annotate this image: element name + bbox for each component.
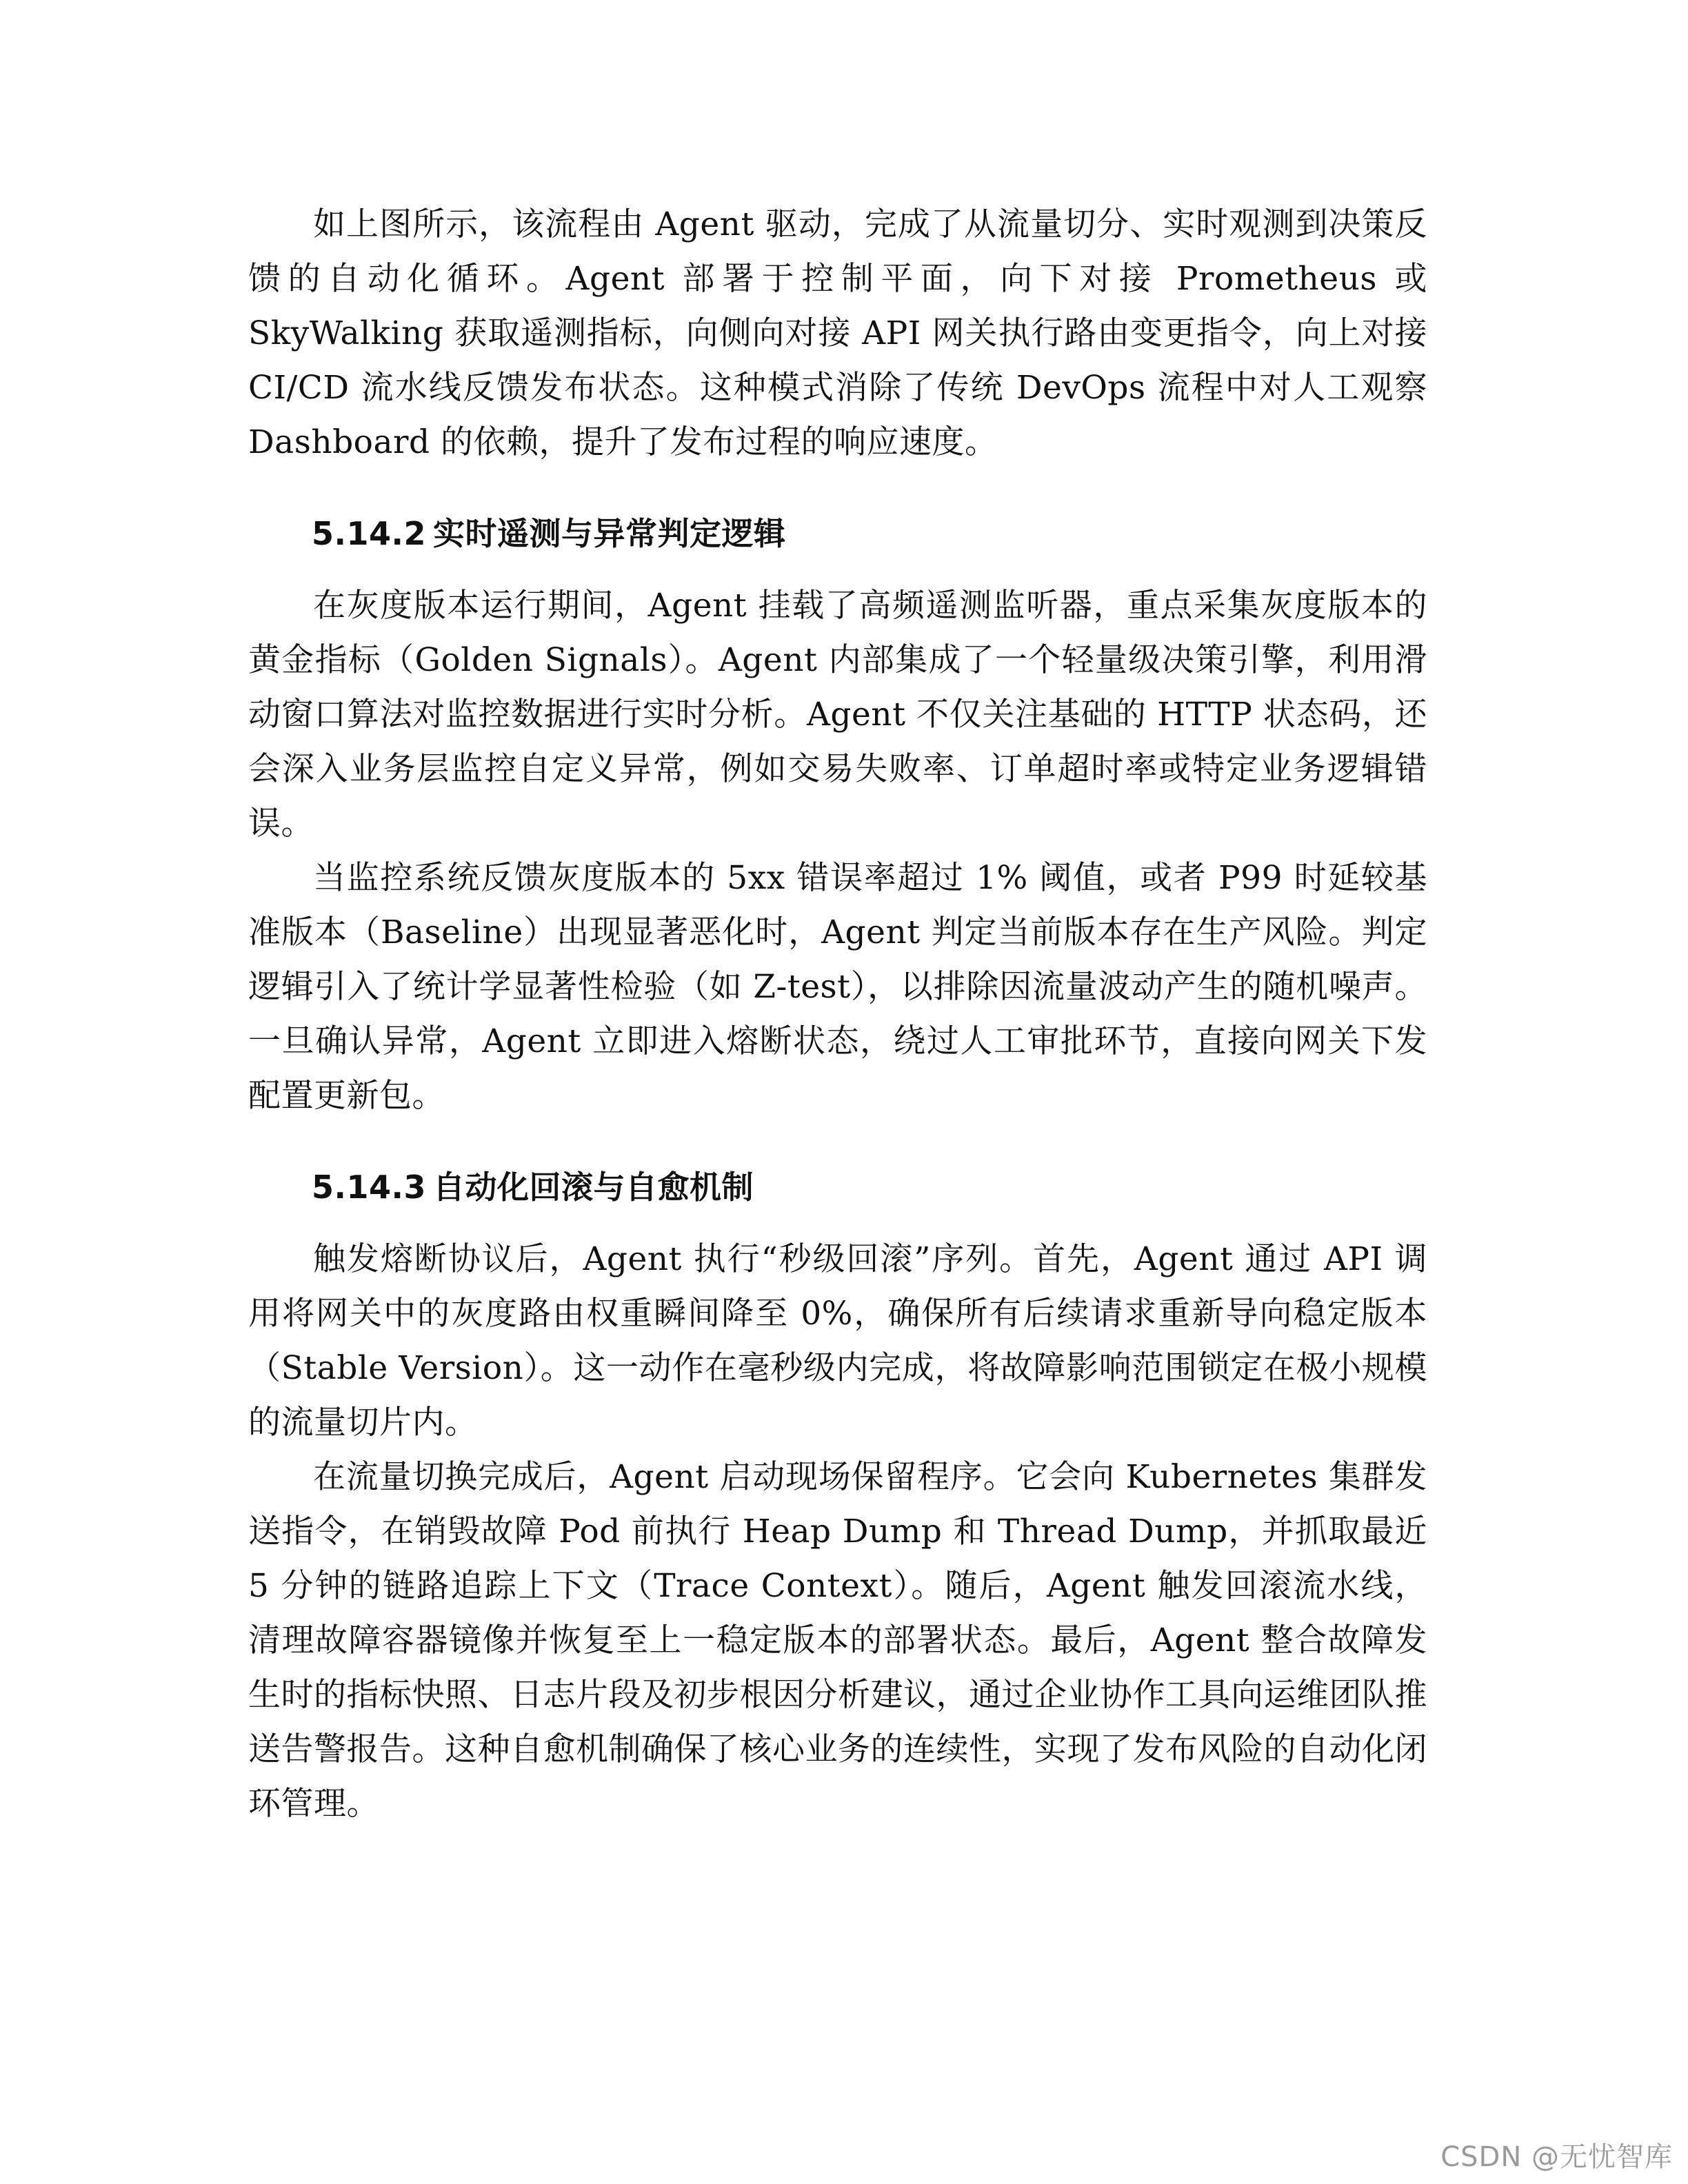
intro-paragraph: 如上图所示，该流程由 Agent 驱动，完成了从流量切分、实时观测到决策反馈的自动化循环。Agent 部署于控制平面，向下对接 Prometheus 或 SkyWalking 获取遥测指标，向侧向对接 API 网关执行路由变更指令，向上对接 CI/CD 流水线反馈发布状态。这种模式消除了传统 DevOps 流程中对人工观察 Dashboard 的依赖，提升了发布过程的响应速度。 (248, 205, 1427, 461)
section-title: 自动化回滚与自愈机制 (432, 1169, 754, 1206)
section-5-14-2-paragraph-1: 在灰度版本运行期间，Agent 挂载了高频遥测监听器，重点采集灰度版本的黄金指标（Golden Signals）。Agent 内部集成了一个轻量级决策引擎，利用滑动窗口算法对监控数据进行实时分析。Agent 不仅关注基础的 HTTP 状态码，还会深入业务层监控自定义异常，例如交易失败率、订单超时率或特定业务逻辑错误。 (248, 587, 1427, 842)
section-number: 5.14.3 (312, 1169, 426, 1206)
watermark: CSDN @无忧智库 (1440, 2141, 1673, 2173)
section-5-14-2-paragraph-2: 当监控系统反馈灰度版本的 5xx 错误率超过 1% 阈值，或者 P99 时延较基准版本（Baseline）出现显著恶化时，Agent 判定当前版本存在生产风险。判定逻辑引入了统计学显著性检验（如 Z-test），以排除因流量波动产生的随机噪声。一旦确认异常，Agent 立即进入熔断状态，绕过人工审批环节，直接向网关下发配置更新包。 (248, 859, 1427, 1115)
document-body (248, 197, 1427, 1831)
section-title: 实时遥测与异常判定逻辑 (432, 515, 786, 552)
section-5-14-3-paragraph-2: 在流量切换完成后，Agent 启动现场保留程序。它会向 Kubernetes 集群发送指令，在销毁故障 Pod 前执行 Heap Dump 和 Thread Dump，并抓取最近 5 分钟的链路追踪上下文（Trace Context）。随后，Agent 触发回滚流水线，清理故障容器镜像并恢复至上一稳定版本的部署状态。最后，Agent 整合故障发生时的指标快照、日志片段及初步根因分析建议，通过企业协作工具向运维团队推送告警报告。这种自愈机制确保了核心业务的连续性，实现了发布风险的自动化闭环管理。 (248, 1458, 1427, 1823)
section-heading-5-14-2 (248, 507, 1427, 560)
section-5-14-3-paragraph-1: 触发熔断协议后，Agent 执行“秒级回滚”序列。首先，Agent 通过 API 调用将网关中的灰度路由权重瞬间降至 0%，确保所有后续请求重新导向稳定版本（Stable Version）。这一动作在毫秒级内完成，将故障影响范围锁定在极小规模的流量切片内。 (248, 1240, 1427, 1442)
section-heading-5-14-3 (248, 1160, 1427, 1214)
section-number: 5.14.2 (312, 515, 426, 552)
